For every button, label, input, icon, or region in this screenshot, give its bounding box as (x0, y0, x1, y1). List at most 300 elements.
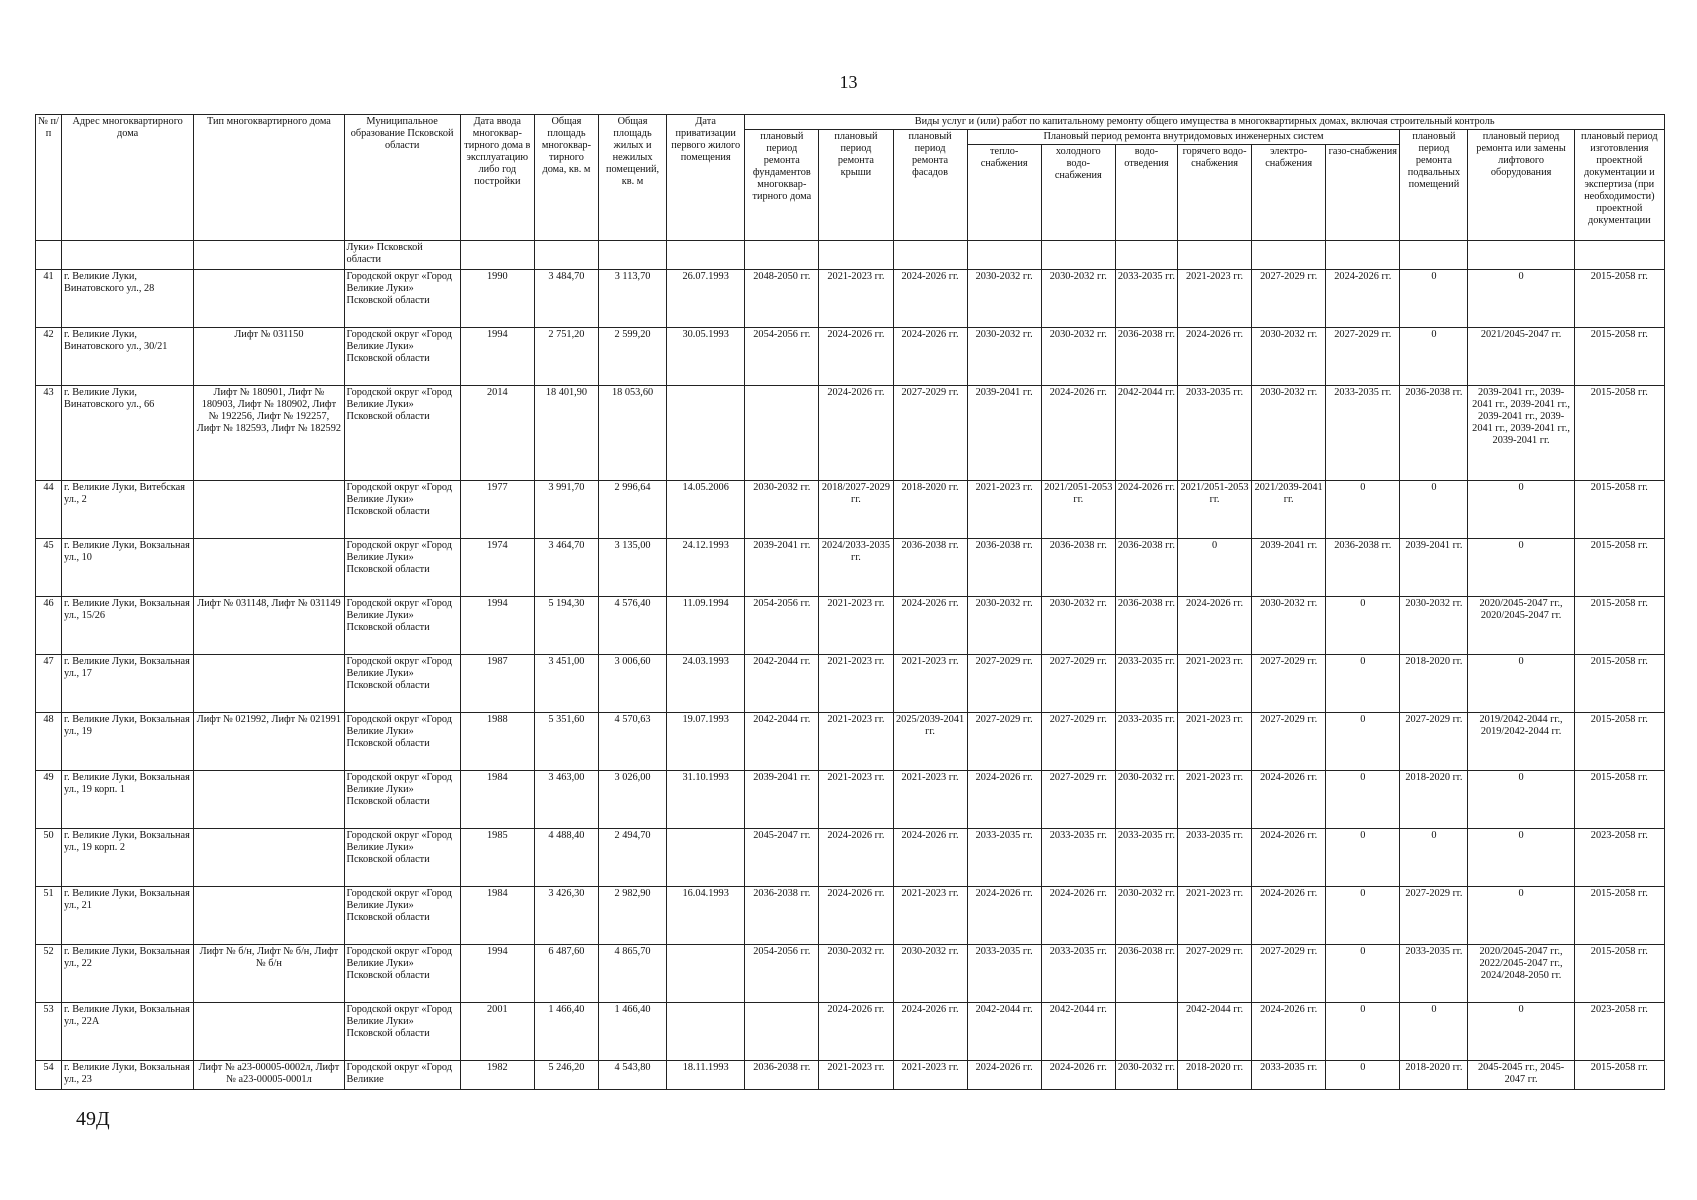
header-roof: плановый период ремонта крыши (819, 130, 893, 241)
living-area-cell: 4 570,63 (598, 713, 666, 771)
hot-water-cell: 0 (1177, 539, 1251, 597)
row-number: 48 (36, 713, 62, 771)
sewer-cell: 2030-2032 гг. (1115, 1061, 1177, 1090)
total-area-cell: 2 751,20 (534, 328, 598, 386)
privatization-cell (667, 1003, 745, 1061)
cold-water-cell: 2033-2035 гг. (1041, 945, 1115, 1003)
elevator-cell: 2021/2045-2047 гг. (1468, 328, 1574, 386)
commission-cell: 1974 (460, 539, 534, 597)
municipality-cell: Городской округ «Город Великие Луки» Псковской области (344, 386, 460, 481)
page-number: 13 (839, 72, 858, 92)
roof-cell: 2021-2023 гг. (819, 597, 893, 655)
table-row (36, 1003, 1665, 1061)
roof-cell: 2021-2023 гг. (819, 713, 893, 771)
heat-cell: 2021-2023 гг. (967, 481, 1041, 539)
living-area-cell: 2 982,90 (598, 887, 666, 945)
table-row (36, 328, 1665, 386)
header-num: № п/п (36, 115, 62, 241)
electric-cell: 2033-2035 гг. (1252, 1061, 1326, 1090)
sewer-cell: 2036-2038 гг. (1115, 539, 1177, 597)
house-type-cell (194, 887, 344, 945)
foundation-cell (745, 386, 819, 481)
gas-cell: 0 (1326, 1003, 1400, 1061)
basement-cell: 2030-2032 гг. (1400, 597, 1468, 655)
foundation-cell: 2045-2047 гг. (745, 829, 819, 887)
gas-cell: 0 (1326, 771, 1400, 829)
elevator-cell: 0 (1468, 539, 1574, 597)
sewer-cell: 2036-2038 гг. (1115, 328, 1177, 386)
cold-water-cell: 2042-2044 гг. (1041, 1003, 1115, 1061)
table-row (36, 539, 1665, 597)
header-heat: тепло-снабжения (967, 145, 1041, 241)
sewer-cell: 2033-2035 гг. (1115, 713, 1177, 771)
row-number: 49 (36, 771, 62, 829)
table-row (36, 945, 1665, 1003)
sewer-cell: 2033-2035 гг. (1115, 270, 1177, 328)
total-area-cell: 3 464,70 (534, 539, 598, 597)
foundation-cell: 2039-2041 гг. (745, 771, 819, 829)
gas-cell: 0 (1326, 713, 1400, 771)
elevator-cell: 2045-2045 гг., 2045-2047 гг. (1468, 1061, 1574, 1090)
municipality-cell: Городской округ «Город Великие Луки» Псковской области (344, 655, 460, 713)
foundation-cell: 2054-2056 гг. (745, 945, 819, 1003)
address-cell: г. Великие Луки, Винатовского ул., 28 (62, 270, 194, 328)
house-type-cell (194, 771, 344, 829)
roof-cell: 2024-2026 гг. (819, 829, 893, 887)
foundation-cell: 2030-2032 гг. (745, 481, 819, 539)
capital-repair-table (35, 114, 1665, 1090)
table-row (36, 655, 1665, 713)
total-area-cell: 6 487,60 (534, 945, 598, 1003)
electric-cell: 2024-2026 гг. (1252, 1003, 1326, 1061)
house-type-cell: Лифт № 021992, Лифт № 021991 (194, 713, 344, 771)
basement-cell: 0 (1400, 270, 1468, 328)
privatization-cell: 14.05.2006 (667, 481, 745, 539)
house-type-cell: Лифт № 031150 (194, 328, 344, 386)
header-basement: плановый период ремонта подвальных помещений (1400, 130, 1468, 241)
basement-cell: 2027-2029 гг. (1400, 887, 1468, 945)
electric-cell: 2027-2029 гг. (1252, 713, 1326, 771)
address-cell: г. Великие Луки, Вокзальная ул., 15/26 (62, 597, 194, 655)
elevator-cell: 0 (1468, 481, 1574, 539)
privatization-cell (667, 945, 745, 1003)
design-cell: 2023-2058 гг. (1574, 1003, 1664, 1061)
sewer-cell: 2030-2032 гг. (1115, 887, 1177, 945)
municipality-cell: Городской округ «Город Великие Луки» Псковской области (344, 539, 460, 597)
header-foundation: плановый период ремонта фундаментов многоквар-тирного дома (745, 130, 819, 241)
header-cold-water: холодного водо-снабжения (1041, 145, 1115, 241)
table-row (36, 270, 1665, 328)
basement-cell: 0 (1400, 829, 1468, 887)
sewer-cell: 2033-2035 гг. (1115, 829, 1177, 887)
total-area-cell: 3 991,70 (534, 481, 598, 539)
commission-cell: 1990 (460, 270, 534, 328)
heat-cell: 2027-2029 гг. (967, 655, 1041, 713)
heat-cell: 2042-2044 гг. (967, 1003, 1041, 1061)
header-elevator: плановый период ремонта или замены лифтового оборудования (1468, 130, 1574, 241)
header-engineering-group: Плановый период ремонта внутридомовых инженерных систем (967, 130, 1400, 145)
electric-cell: 2024-2026 гг. (1252, 887, 1326, 945)
facade-cell: 2027-2029 гг. (893, 386, 967, 481)
gas-cell: 0 (1326, 829, 1400, 887)
basement-cell: 2018-2020 гг. (1400, 771, 1468, 829)
privatization-cell (667, 829, 745, 887)
header-municipality: Муниципальное образование Псковской области (344, 115, 460, 241)
electric-cell: 2030-2032 гг. (1252, 386, 1326, 481)
design-cell: 2015-2058 гг. (1574, 1061, 1664, 1090)
total-area-cell: 5 351,60 (534, 713, 598, 771)
foundation-cell: 2042-2044 гг. (745, 655, 819, 713)
cold-water-cell: 2030-2032 гг. (1041, 270, 1115, 328)
house-type-cell: Лифт № б/н, Лифт № б/н, Лифт № б/н (194, 945, 344, 1003)
elevator-cell: 0 (1468, 887, 1574, 945)
heat-cell: 2030-2032 гг. (967, 270, 1041, 328)
continuation-row (36, 241, 1665, 270)
header-type: Тип многоквартирного дома (194, 115, 344, 241)
cold-water-cell: 2027-2029 гг. (1041, 771, 1115, 829)
living-area-cell: 3 113,70 (598, 270, 666, 328)
basement-cell: 0 (1400, 1003, 1468, 1061)
gas-cell: 2024-2026 гг. (1326, 270, 1400, 328)
electric-cell: 2027-2029 гг. (1252, 270, 1326, 328)
continuation-text: Луки» Псковской области (344, 241, 460, 270)
design-cell: 2015-2058 гг. (1574, 386, 1664, 481)
privatization-cell: 11.09.1994 (667, 597, 745, 655)
roof-cell: 2024-2026 гг. (819, 386, 893, 481)
commission-cell: 1985 (460, 829, 534, 887)
address-cell: г. Великие Луки, Витебская ул., 2 (62, 481, 194, 539)
living-area-cell: 4 543,80 (598, 1061, 666, 1090)
row-number: 50 (36, 829, 62, 887)
design-cell: 2015-2058 гг. (1574, 328, 1664, 386)
elevator-cell: 0 (1468, 771, 1574, 829)
row-number: 47 (36, 655, 62, 713)
total-area-cell: 18 401,90 (534, 386, 598, 481)
header-address: Адрес многоквартирного дома (62, 115, 194, 241)
facade-cell: 2024-2026 гг. (893, 1003, 967, 1061)
gas-cell: 0 (1326, 655, 1400, 713)
roof-cell: 2021-2023 гг. (819, 771, 893, 829)
sewer-cell: 2036-2038 гг. (1115, 597, 1177, 655)
roof-cell: 2021-2023 гг. (819, 1061, 893, 1090)
commission-cell: 1977 (460, 481, 534, 539)
total-area-cell: 3 426,30 (534, 887, 598, 945)
roof-cell: 2024/2033-2035 гг. (819, 539, 893, 597)
hot-water-cell: 2024-2026 гг. (1177, 328, 1251, 386)
house-type-cell (194, 270, 344, 328)
municipality-cell: Городской округ «Город Великие Луки» Псковской области (344, 597, 460, 655)
facade-cell: 2025/2039-2041 гг. (893, 713, 967, 771)
roof-cell: 2024-2026 гг. (819, 887, 893, 945)
facade-cell: 2024-2026 гг. (893, 829, 967, 887)
total-area-cell: 5 194,30 (534, 597, 598, 655)
electric-cell: 2024-2026 гг. (1252, 829, 1326, 887)
elevator-cell: 0 (1468, 655, 1574, 713)
cold-water-cell: 2024-2026 гг. (1041, 1061, 1115, 1090)
municipality-cell: Городской округ «Город Великие Луки» Псковской области (344, 829, 460, 887)
basement-cell: 2018-2020 гг. (1400, 1061, 1468, 1090)
hot-water-cell: 2021-2023 гг. (1177, 771, 1251, 829)
facade-cell: 2021-2023 гг. (893, 1061, 967, 1090)
sewer-cell: 2024-2026 гг. (1115, 481, 1177, 539)
table-row (36, 829, 1665, 887)
facade-cell: 2021-2023 гг. (893, 655, 967, 713)
hot-water-cell: 2033-2035 гг. (1177, 829, 1251, 887)
table-row (36, 597, 1665, 655)
total-area-cell: 4 488,40 (534, 829, 598, 887)
header-electric: электро-снабжения (1252, 145, 1326, 241)
commission-cell: 1984 (460, 887, 534, 945)
living-area-cell: 4 576,40 (598, 597, 666, 655)
facade-cell: 2030-2032 гг. (893, 945, 967, 1003)
living-area-cell: 2 996,64 (598, 481, 666, 539)
table-row (36, 1061, 1665, 1090)
total-area-cell: 3 451,00 (534, 655, 598, 713)
heat-cell: 2030-2032 гг. (967, 597, 1041, 655)
header-privatization: Дата приватизации первого жилого помещения (667, 115, 745, 241)
row-number: 42 (36, 328, 62, 386)
commission-cell: 2001 (460, 1003, 534, 1061)
living-area-cell: 4 865,70 (598, 945, 666, 1003)
address-cell: г. Великие Луки, Винатовского ул., 30/21 (62, 328, 194, 386)
commission-cell: 1984 (460, 771, 534, 829)
foundation-cell: 2036-2038 гг. (745, 887, 819, 945)
design-cell: 2015-2058 гг. (1574, 945, 1664, 1003)
total-area-cell: 3 463,00 (534, 771, 598, 829)
header-hot-water: горячего водо-снабжения (1177, 145, 1251, 241)
cold-water-cell: 2033-2035 гг. (1041, 829, 1115, 887)
sewer-cell: 2036-2038 гг. (1115, 945, 1177, 1003)
heat-cell: 2033-2035 гг. (967, 945, 1041, 1003)
privatization-cell: 24.03.1993 (667, 655, 745, 713)
heat-cell: 2030-2032 гг. (967, 328, 1041, 386)
electric-cell: 2027-2029 гг. (1252, 945, 1326, 1003)
hot-water-cell: 2033-2035 гг. (1177, 386, 1251, 481)
address-cell: г. Великие Луки, Вокзальная ул., 19 корп. 1 (62, 771, 194, 829)
header-design: плановый период изготовления проектной документации и экспертиза (при необходимости) проектной документации (1574, 130, 1664, 241)
basement-cell: 0 (1400, 328, 1468, 386)
address-cell: г. Великие Луки, Вокзальная ул., 10 (62, 539, 194, 597)
cold-water-cell: 2027-2029 гг. (1041, 713, 1115, 771)
elevator-cell: 2039-2041 гг., 2039-2041 гг., 2039-2041 гг., 2039-2041 гг., 2039-2041 гг., 2039-2041 гг., 2039-2041 гг. (1468, 386, 1574, 481)
header-facade: плановый период ремонта фасадов (893, 130, 967, 241)
address-cell: г. Великие Луки, Вокзальная ул., 21 (62, 887, 194, 945)
commission-cell: 1987 (460, 655, 534, 713)
row-number: 41 (36, 270, 62, 328)
basement-cell: 2033-2035 гг. (1400, 945, 1468, 1003)
privatization-cell: 30.05.1993 (667, 328, 745, 386)
cold-water-cell: 2030-2032 гг. (1041, 328, 1115, 386)
address-cell: г. Великие Луки, Вокзальная ул., 22 (62, 945, 194, 1003)
electric-cell: 2021/2039-2041 гг. (1252, 481, 1326, 539)
gas-cell: 2027-2029 гг. (1326, 328, 1400, 386)
address-cell: г. Великие Луки, Вокзальная ул., 22А (62, 1003, 194, 1061)
heat-cell: 2039-2041 гг. (967, 386, 1041, 481)
sewer-cell: 2033-2035 гг. (1115, 655, 1177, 713)
electric-cell: 2027-2029 гг. (1252, 655, 1326, 713)
cold-water-cell: 2024-2026 гг. (1041, 386, 1115, 481)
elevator-cell: 0 (1468, 1003, 1574, 1061)
basement-cell: 2036-2038 гг. (1400, 386, 1468, 481)
commission-cell: 2014 (460, 386, 534, 481)
cold-water-cell: 2036-2038 гг. (1041, 539, 1115, 597)
living-area-cell: 2 599,20 (598, 328, 666, 386)
municipality-cell: Городской округ «Город Великие Луки» Псковской области (344, 328, 460, 386)
house-type-cell: Лифт № 180901, Лифт № 180903, Лифт № 180902, Лифт № 192256, Лифт № 192257, Лифт № 182593, Лифт № 182592 (194, 386, 344, 481)
row-number: 52 (36, 945, 62, 1003)
row-number: 53 (36, 1003, 62, 1061)
row-number: 44 (36, 481, 62, 539)
footer-code: 49Д (76, 1108, 110, 1130)
commission-cell: 1994 (460, 945, 534, 1003)
cold-water-cell: 2027-2029 гг. (1041, 655, 1115, 713)
living-area-cell: 3 135,00 (598, 539, 666, 597)
basement-cell: 0 (1400, 481, 1468, 539)
heat-cell: 2033-2035 гг. (967, 829, 1041, 887)
privatization-cell: 19.07.1993 (667, 713, 745, 771)
municipality-cell: Городской округ «Город Великие Луки» Псковской области (344, 713, 460, 771)
design-cell: 2023-2058 гг. (1574, 829, 1664, 887)
electric-cell: 2024-2026 гг. (1252, 771, 1326, 829)
row-number: 43 (36, 386, 62, 481)
design-cell: 2015-2058 гг. (1574, 713, 1664, 771)
elevator-cell: 2019/2042-2044 гг., 2019/2042-2044 гг. (1468, 713, 1574, 771)
house-type-cell: Лифт № а23-00005-0002л, Лифт № а23-00005-0001л (194, 1061, 344, 1090)
elevator-cell: 2020/2045-2047 гг., 2022/2045-2047 гг., 2024/2048-2050 гг. (1468, 945, 1574, 1003)
hot-water-cell: 2042-2044 гг. (1177, 1003, 1251, 1061)
living-area-cell: 3 006,60 (598, 655, 666, 713)
address-cell: г. Великие Луки, Вокзальная ул., 19 корп. 2 (62, 829, 194, 887)
hot-water-cell: 2021-2023 гг. (1177, 887, 1251, 945)
design-cell: 2015-2058 гг. (1574, 481, 1664, 539)
house-type-cell (194, 829, 344, 887)
electric-cell: 2030-2032 гг. (1252, 328, 1326, 386)
heat-cell: 2024-2026 гг. (967, 771, 1041, 829)
electric-cell: 2030-2032 гг. (1252, 597, 1326, 655)
foundation-cell: 2054-2056 гг. (745, 597, 819, 655)
sewer-cell: 2030-2032 гг. (1115, 771, 1177, 829)
header-living-area: Общая площадь жилых и нежилых помещений, кв. м (598, 115, 666, 241)
facade-cell: 2036-2038 гг. (893, 539, 967, 597)
table-row (36, 887, 1665, 945)
facade-cell: 2021-2023 гг. (893, 771, 967, 829)
municipality-cell: Городской округ «Город Великие Луки» Псковской области (344, 945, 460, 1003)
foundation-cell (745, 1003, 819, 1061)
facade-cell: 2024-2026 гг. (893, 270, 967, 328)
hot-water-cell: 2021/2051-2053 гг. (1177, 481, 1251, 539)
table-row (36, 386, 1665, 481)
gas-cell: 2033-2035 гг. (1326, 386, 1400, 481)
roof-cell: 2018/2027-2029 гг. (819, 481, 893, 539)
hot-water-cell: 2024-2026 гг. (1177, 597, 1251, 655)
address-cell: г. Великие Луки, Вокзальная ул., 23 (62, 1061, 194, 1090)
facade-cell: 2021-2023 гг. (893, 887, 967, 945)
hot-water-cell: 2021-2023 гг. (1177, 655, 1251, 713)
header-commission: Дата ввода многоквар-тирного дома в эксплуатацию либо год постройки (460, 115, 534, 241)
roof-cell: 2030-2032 гг. (819, 945, 893, 1003)
commission-cell: 1982 (460, 1061, 534, 1090)
foundation-cell: 2054-2056 гг. (745, 328, 819, 386)
living-area-cell: 3 026,00 (598, 771, 666, 829)
row-number: 45 (36, 539, 62, 597)
row-number: 51 (36, 887, 62, 945)
house-type-cell (194, 539, 344, 597)
municipality-cell: Городской округ «Город Великие Луки» Псковской области (344, 1003, 460, 1061)
roof-cell: 2024-2026 гг. (819, 1003, 893, 1061)
commission-cell: 1994 (460, 328, 534, 386)
privatization-cell: 18.11.1993 (667, 1061, 745, 1090)
hot-water-cell: 2021-2023 гг. (1177, 270, 1251, 328)
design-cell: 2015-2058 гг. (1574, 597, 1664, 655)
foundation-cell: 2039-2041 гг. (745, 539, 819, 597)
elevator-cell: 0 (1468, 270, 1574, 328)
roof-cell: 2024-2026 гг. (819, 328, 893, 386)
commission-cell: 1988 (460, 713, 534, 771)
table-row (36, 713, 1665, 771)
privatization-cell: 26.07.1993 (667, 270, 745, 328)
row-number: 54 (36, 1061, 62, 1090)
hot-water-cell: 2021-2023 гг. (1177, 713, 1251, 771)
privatization-cell: 24.12.1993 (667, 539, 745, 597)
heat-cell: 2027-2029 гг. (967, 713, 1041, 771)
heat-cell: 2036-2038 гг. (967, 539, 1041, 597)
row-number: 46 (36, 597, 62, 655)
design-cell: 2015-2058 гг. (1574, 655, 1664, 713)
facade-cell: 2024-2026 гг. (893, 597, 967, 655)
municipality-cell: Городской округ «Город Великие Луки» Псковской области (344, 771, 460, 829)
hot-water-cell: 2027-2029 гг. (1177, 945, 1251, 1003)
sewer-cell: 2042-2044 гг. (1115, 386, 1177, 481)
basement-cell: 2039-2041 гг. (1400, 539, 1468, 597)
cold-water-cell: 2021/2051-2053 гг. (1041, 481, 1115, 539)
commission-cell: 1994 (460, 597, 534, 655)
municipality-cell: Городской округ «Город Великие Луки» Псковской области (344, 887, 460, 945)
design-cell: 2015-2058 гг. (1574, 539, 1664, 597)
privatization-cell: 16.04.1993 (667, 887, 745, 945)
facade-cell: 2024-2026 гг. (893, 328, 967, 386)
address-cell: г. Великие Луки, Винатовского ул., 66 (62, 386, 194, 481)
basement-cell: 2018-2020 гг. (1400, 655, 1468, 713)
gas-cell: 0 (1326, 481, 1400, 539)
table-row (36, 771, 1665, 829)
house-type-cell: Лифт № 031148, Лифт № 031149 (194, 597, 344, 655)
municipality-cell: Городской округ «Город Великие Луки» Псковской области (344, 481, 460, 539)
cold-water-cell: 2030-2032 гг. (1041, 597, 1115, 655)
design-cell: 2015-2058 гг. (1574, 771, 1664, 829)
address-cell: г. Великие Луки, Вокзальная ул., 17 (62, 655, 194, 713)
living-area-cell: 18 053,60 (598, 386, 666, 481)
header-total-area: Общая площадь многоквар-тирного дома, кв. м (534, 115, 598, 241)
gas-cell: 0 (1326, 887, 1400, 945)
table-row (36, 481, 1665, 539)
cold-water-cell: 2024-2026 гг. (1041, 887, 1115, 945)
foundation-cell: 2042-2044 гг. (745, 713, 819, 771)
header-gas: газо-снабжения (1326, 145, 1400, 241)
gas-cell: 0 (1326, 1061, 1400, 1090)
roof-cell: 2021-2023 гг. (819, 270, 893, 328)
gas-cell: 2036-2038 гг. (1326, 539, 1400, 597)
house-type-cell (194, 655, 344, 713)
foundation-cell: 2036-2038 гг. (745, 1061, 819, 1090)
privatization-cell: 31.10.1993 (667, 771, 745, 829)
address-cell: г. Великие Луки, Вокзальная ул., 19 (62, 713, 194, 771)
house-type-cell (194, 481, 344, 539)
foundation-cell: 2048-2050 гг. (745, 270, 819, 328)
electric-cell: 2039-2041 гг. (1252, 539, 1326, 597)
privatization-cell (667, 386, 745, 481)
total-area-cell: 5 246,20 (534, 1061, 598, 1090)
living-area-cell: 1 466,40 (598, 1003, 666, 1061)
